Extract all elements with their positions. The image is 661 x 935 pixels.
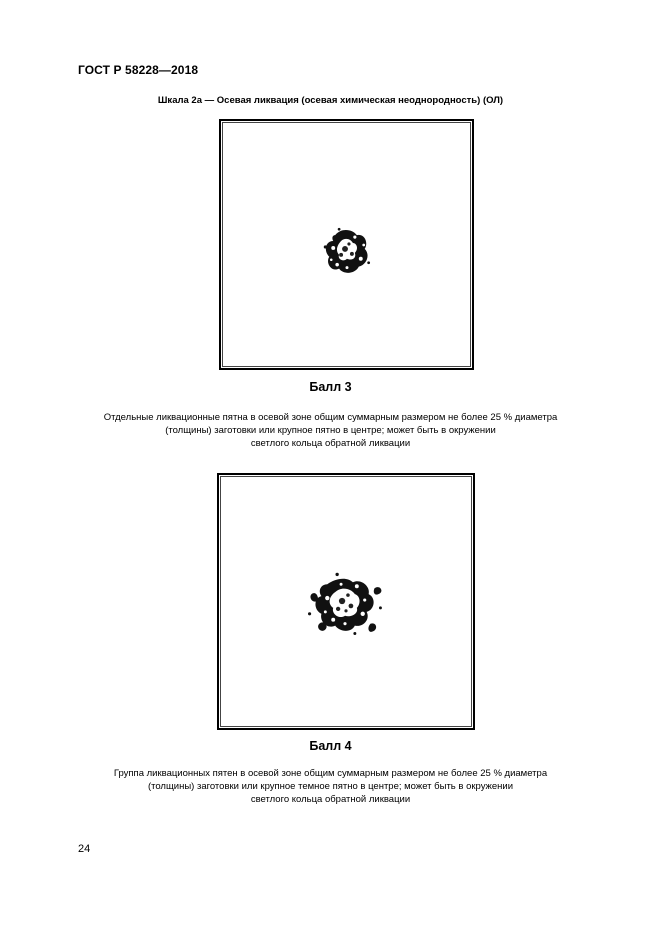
- description-line: Отдельные ликвационные пятна в осевой зоне общим суммарным размером не более 25 % диаметра: [103, 412, 558, 423]
- description-line: (толщины) заготовки или крупное темное пятно в центре; может быть в окружении: [147, 781, 514, 792]
- grade-3-description: [0, 411, 661, 450]
- document-standard-header: ГОСТ Р 58228—2018: [78, 63, 199, 77]
- segregation-spot-grade-3: [221, 121, 472, 368]
- page-number: 24: [78, 843, 91, 855]
- description-line: (толщины) заготовки или крупное пятно в центре; может быть в окружении: [165, 425, 496, 436]
- sample-image-grade-4: [217, 473, 475, 730]
- grade-3-label: Балл 3: [309, 380, 352, 394]
- description-line: светлого кольца обратной ликвации: [250, 794, 411, 805]
- grade-4-description: [0, 767, 661, 806]
- scale-title: Шкала 2а — Осевая ликвация (осевая химическая неоднородность) (ОЛ): [157, 95, 504, 106]
- grade-4-label: Балл 4: [309, 739, 352, 753]
- sample-image-grade-3: [219, 119, 474, 370]
- description-line: светлого кольца обратной ликвации: [250, 438, 411, 449]
- segregation-spot-grade-4: [219, 475, 473, 728]
- description-line: Группа ликвационных пятен в осевой зоне общим суммарным размером не более 25 % диаметра: [113, 768, 548, 779]
